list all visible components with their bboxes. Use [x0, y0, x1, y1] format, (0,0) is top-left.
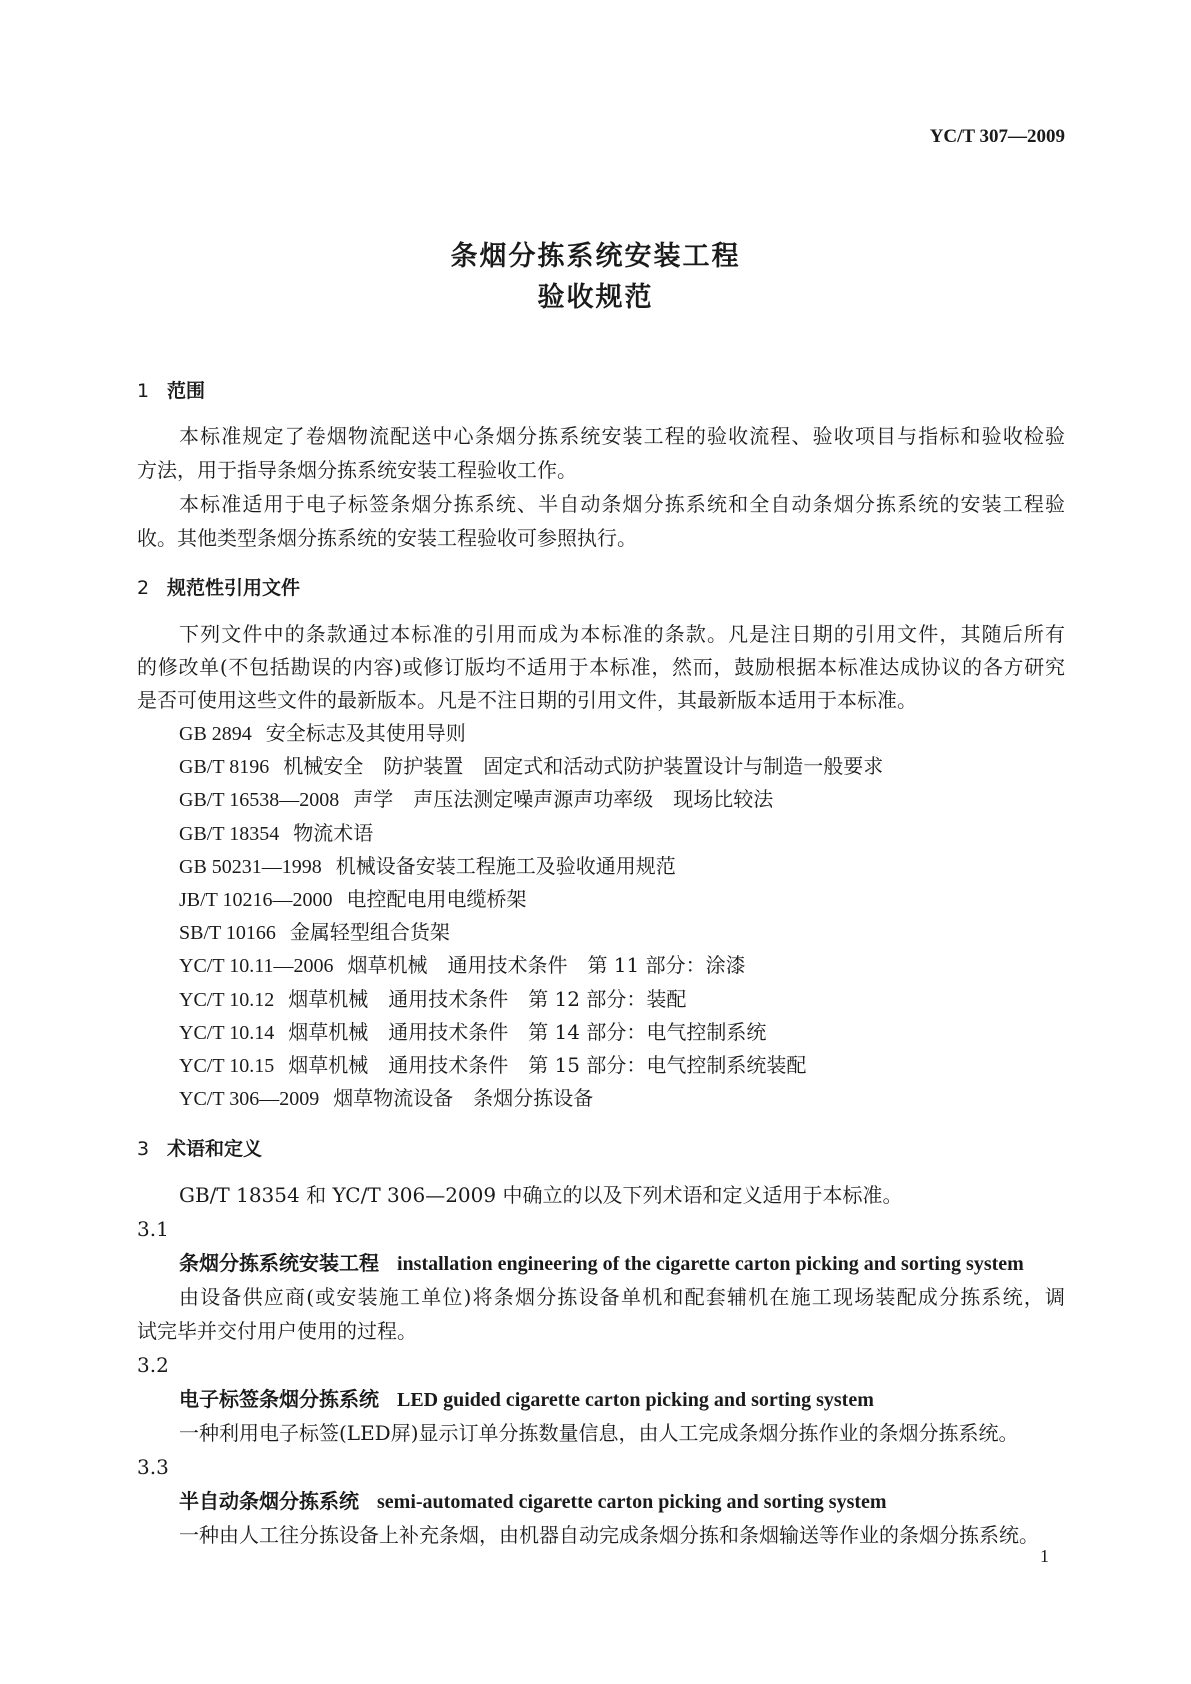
reference-code: JB/T 10216—2000 — [179, 889, 333, 911]
reference-title: 安全标志及其使用导则 — [265, 721, 466, 745]
reference-title: 金属轻型组合货架 — [289, 920, 450, 945]
term-heading — [179, 1387, 874, 1412]
term-definition: 试完毕并交付用户使用的过程。 — [137, 1319, 417, 1343]
reference-title: 烟草机械 通用技术条件 第 11 部分：涂漆 — [347, 953, 746, 978]
section-3-heading — [137, 1134, 262, 1161]
page-number: 1 — [1040, 1546, 1049, 1566]
term-definition: 一种由人工往分拣设备上补充条烟，由机器自动完成条烟分拣和条烟输送等作业的条烟分拣系统。 — [179, 1523, 1039, 1547]
reference-title: 电控配电用电缆桥架 — [346, 887, 527, 911]
reference-item — [179, 754, 883, 779]
reference-title: 烟草机械 通用技术条件 第 15 部分：电气控制系统装配 — [288, 1053, 807, 1077]
paragraph-line: 本标准适用于电子标签条烟分拣系统、半自动条烟分拣系统和全自动条烟分拣系统的安装工程验 — [179, 492, 1065, 516]
paragraph-line: 收。其他类型条烟分拣系统的安装工程验收可参照执行。 — [137, 526, 637, 550]
term-number: 3.2 — [137, 1353, 169, 1377]
reference-item — [179, 821, 373, 846]
reference-code: GB 50231—1998 — [179, 855, 322, 878]
document-title-line2: 验收规范 — [537, 282, 654, 313]
reference-item — [179, 721, 466, 746]
reference-item — [179, 987, 686, 1012]
reference-code: YC/T 306—2009 — [179, 1088, 320, 1111]
reference-item — [179, 1020, 766, 1045]
section-3-intro: GB/T 18354 和 YC/T 306—2009 中确立的以及下列术语和定义适用于本标准。 — [179, 1183, 903, 1207]
reference-item — [179, 887, 527, 912]
reference-title: 烟草机械 通用技术条件 第 14 部分：电气控制系统 — [288, 1019, 767, 1044]
reference-code: GB 2894 — [179, 723, 252, 745]
standard-code-header: YC/T 307—2009 — [929, 126, 1065, 147]
term-definition: 一种利用电子标签(LED屏)显示订单分拣数量信息，由人工完成条烟分拣作业的条烟分拣系统。 — [179, 1421, 1019, 1445]
term-heading — [179, 1489, 887, 1514]
reference-item — [179, 1086, 593, 1111]
section-1-heading — [137, 376, 205, 403]
reference-item — [179, 854, 676, 879]
term-zh: 半自动条烟分拣系统 — [179, 1489, 359, 1513]
section-2-heading — [137, 573, 300, 600]
term-heading — [179, 1251, 1024, 1276]
section-title: 范围 — [167, 380, 206, 402]
reference-code: GB/T 16538—2008 — [179, 789, 340, 812]
section-title: 规范性引用文件 — [167, 577, 301, 599]
paragraph-line: 方法，用于指导条烟分拣系统安装工程验收工作。 — [137, 458, 577, 482]
reference-code: GB/T 18354 — [179, 822, 280, 845]
reference-title: 物流术语 — [293, 820, 374, 845]
reference-item — [179, 1053, 806, 1078]
reference-code: GB/T 8196 — [179, 756, 270, 779]
reference-title: 声学 声压法测定噪声源声功率级 现场比较法 — [353, 787, 774, 812]
reference-title: 机械设备安装工程施工及验收通用规范 — [335, 853, 676, 878]
term-zh: 电子标签条烟分拣系统 — [179, 1387, 379, 1411]
section-number: 1 — [137, 380, 150, 402]
reference-code: YC/T 10.14 — [179, 1021, 275, 1044]
reference-title: 烟草机械 通用技术条件 第 12 部分：装配 — [288, 986, 687, 1011]
section-title: 术语和定义 — [167, 1138, 263, 1160]
reference-item — [179, 953, 746, 978]
term-number: 3.1 — [137, 1217, 169, 1241]
reference-code: SB/T 10166 — [179, 922, 276, 945]
term-en: LED guided cigarette carton picking and sorting system — [397, 1389, 874, 1411]
term-en: installation engineering of the cigarette carton picking and sorting system — [397, 1253, 1024, 1275]
paragraph-line: 本标准规定了卷烟物流配送中心条烟分拣系统安装工程的验收流程、验收项目与指标和验收检验 — [179, 424, 1065, 448]
paragraph-line: 下列文件中的条款通过本标准的引用而成为本标准的条款。凡是注日期的引用文件，其随后所有 — [179, 622, 1065, 646]
reference-code: YC/T 10.15 — [179, 1055, 275, 1077]
term-zh: 条烟分拣系统安装工程 — [179, 1251, 379, 1275]
reference-title: 机械安全 防护装置 固定式和活动式防护装置设计与制造一般要求 — [283, 754, 884, 779]
reference-code: YC/T 10.12 — [179, 988, 275, 1011]
section-number: 3 — [137, 1138, 150, 1160]
term-number: 3.3 — [137, 1455, 169, 1479]
document-title-line1: 条烟分拣系统安装工程 — [450, 241, 741, 272]
reference-item — [179, 920, 450, 945]
section-number: 2 — [137, 577, 150, 599]
reference-code: YC/T 10.11—2006 — [179, 955, 334, 978]
paragraph-line: 是否可使用这些文件的最新版本。凡是不注日期的引用文件，其最新版本适用于本标准。 — [137, 688, 917, 712]
reference-item — [179, 787, 773, 812]
reference-title: 烟草物流设备 条烟分拣设备 — [333, 1086, 594, 1111]
term-en: semi-automated cigarette carton picking and sorting system — [377, 1491, 887, 1513]
paragraph-line: 的修改单(不包括勘误的内容)或修订版均不适用于本标准，然而，鼓励根据本标准达成协议的各方研究 — [137, 655, 1065, 679]
term-definition: 由设备供应商(或安装施工单位)将条烟分拣设备单机和配套辅机在施工现场装配成分拣系统，调 — [179, 1285, 1065, 1309]
